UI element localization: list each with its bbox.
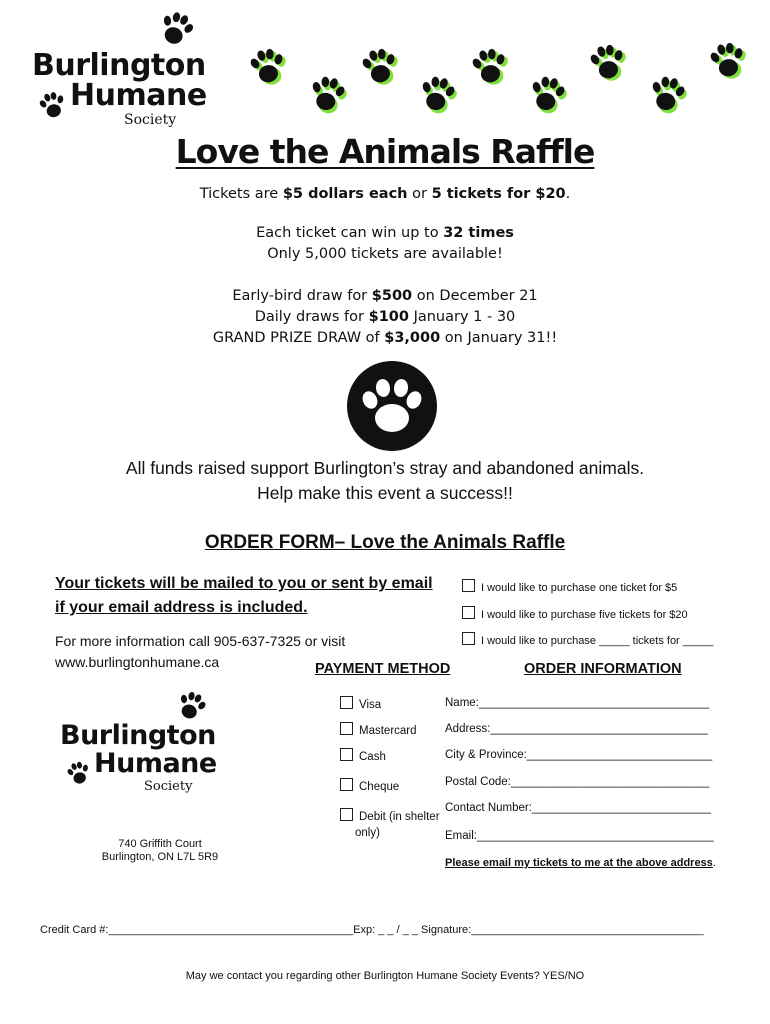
daily-draws-line: Daily draws for $100 January 1 - 30 <box>254 309 516 325</box>
payment-visa[interactable]: Visa <box>340 696 381 711</box>
logo-line-3: Society <box>144 779 193 794</box>
payment-debit[interactable]: Debit (in shelter only) <box>340 808 440 841</box>
address-street: 740 Griffith Court <box>118 838 202 850</box>
payment-cheque[interactable]: Cheque <box>340 778 399 793</box>
grand-prize-line: GRAND PRIZE DRAW of $3,000 on January 31!! <box>212 330 558 346</box>
ticket-option-1[interactable]: I would like to purchase one ticket for $5 <box>462 579 677 594</box>
paw-circle-icon <box>346 360 438 452</box>
checkbox[interactable] <box>462 579 475 592</box>
checkbox[interactable] <box>340 696 353 709</box>
field-contact-number[interactable]: Contact Number:____________________________ <box>445 802 712 814</box>
win-times-line: Each ticket can win up to 32 times <box>256 225 514 241</box>
availability-line: Only 5,000 tickets are available! <box>267 246 503 262</box>
shelter-address <box>60 838 260 864</box>
field-name[interactable]: Name:____________________________________ <box>445 697 710 709</box>
support-line-1: All funds raised support Burlington’s stray and abandoned animals. <box>125 458 645 478</box>
paw-icon <box>418 74 460 116</box>
paw-icon <box>248 46 290 88</box>
contact-permission-line: May we contact you regarding other Burlington Humane Society Events? YES/NO <box>185 970 585 982</box>
paw-icon <box>158 10 196 48</box>
paw-icon <box>66 760 92 786</box>
credit-card-line[interactable]: Credit Card #:________________________________________Exp: _ _ / _ _ Signature:______________________________________ <box>40 924 704 936</box>
logo-bottom <box>58 690 218 800</box>
paw-icon <box>176 690 208 722</box>
payment-method-title: PAYMENT METHOD <box>315 661 451 677</box>
checkbox[interactable] <box>340 748 353 761</box>
checkbox[interactable] <box>462 606 475 619</box>
logo-top <box>30 10 210 130</box>
logo-line-2: Humane <box>70 78 207 113</box>
paw-icon <box>708 40 750 82</box>
checkbox[interactable] <box>340 808 353 821</box>
info-phone: For more information call 905-637-7325 or visit <box>55 633 346 649</box>
logo-line-2: Humane <box>94 748 217 779</box>
field-address[interactable]: Address:__________________________________ <box>445 723 708 735</box>
field-postal-code[interactable]: Postal Code:_______________________________ <box>445 776 710 788</box>
paw-icon <box>360 46 402 88</box>
payment-mastercard[interactable]: Mastercard <box>340 722 417 737</box>
order-form-title: ORDER FORM– Love the Animals Raffle <box>204 532 566 553</box>
paw-icon <box>588 42 630 84</box>
address-city: Burlington, ON L7L 5R9 <box>101 851 219 863</box>
early-bird-line: Early-bird draw for $500 on December 21 <box>232 288 538 304</box>
info-website: www.burlingtonhumane.ca <box>55 654 220 670</box>
support-line-2: Help make this event a success!! <box>257 483 513 503</box>
checkbox[interactable] <box>340 722 353 735</box>
email-note: Please email my tickets to me at the above address. <box>445 857 716 869</box>
support-message <box>0 456 770 506</box>
ticket-option-3[interactable]: I would like to purchase _____ tickets for _____ <box>462 632 713 647</box>
field-email[interactable]: Email:_____________________________________ <box>445 830 714 842</box>
logo-line-1: Burlington <box>32 48 206 83</box>
field-city-province[interactable]: City & Province:_____________________________ <box>445 749 713 761</box>
raffle-details <box>0 184 770 349</box>
payment-cash[interactable]: Cash <box>340 748 386 763</box>
paw-icon <box>470 46 512 88</box>
logo-line-1: Burlington <box>60 720 216 751</box>
checkbox[interactable] <box>340 778 353 791</box>
ticket-price-line: Tickets are $5 dollars each or 5 tickets for $20. <box>199 186 571 202</box>
page-title: Love the Animals Raffle <box>175 132 595 171</box>
mail-note: Your tickets will be mailed to you or sent by email if your email address is included. <box>55 575 433 616</box>
paw-icon <box>528 74 570 116</box>
paw-icon <box>648 74 690 116</box>
logo-line-3: Society <box>124 112 177 128</box>
order-information-title: ORDER INFORMATION <box>524 661 682 677</box>
paw-icon <box>308 74 350 116</box>
ticket-option-2[interactable]: I would like to purchase five tickets for $20 <box>462 606 688 621</box>
paw-icon <box>38 90 68 120</box>
checkbox[interactable] <box>462 632 475 645</box>
